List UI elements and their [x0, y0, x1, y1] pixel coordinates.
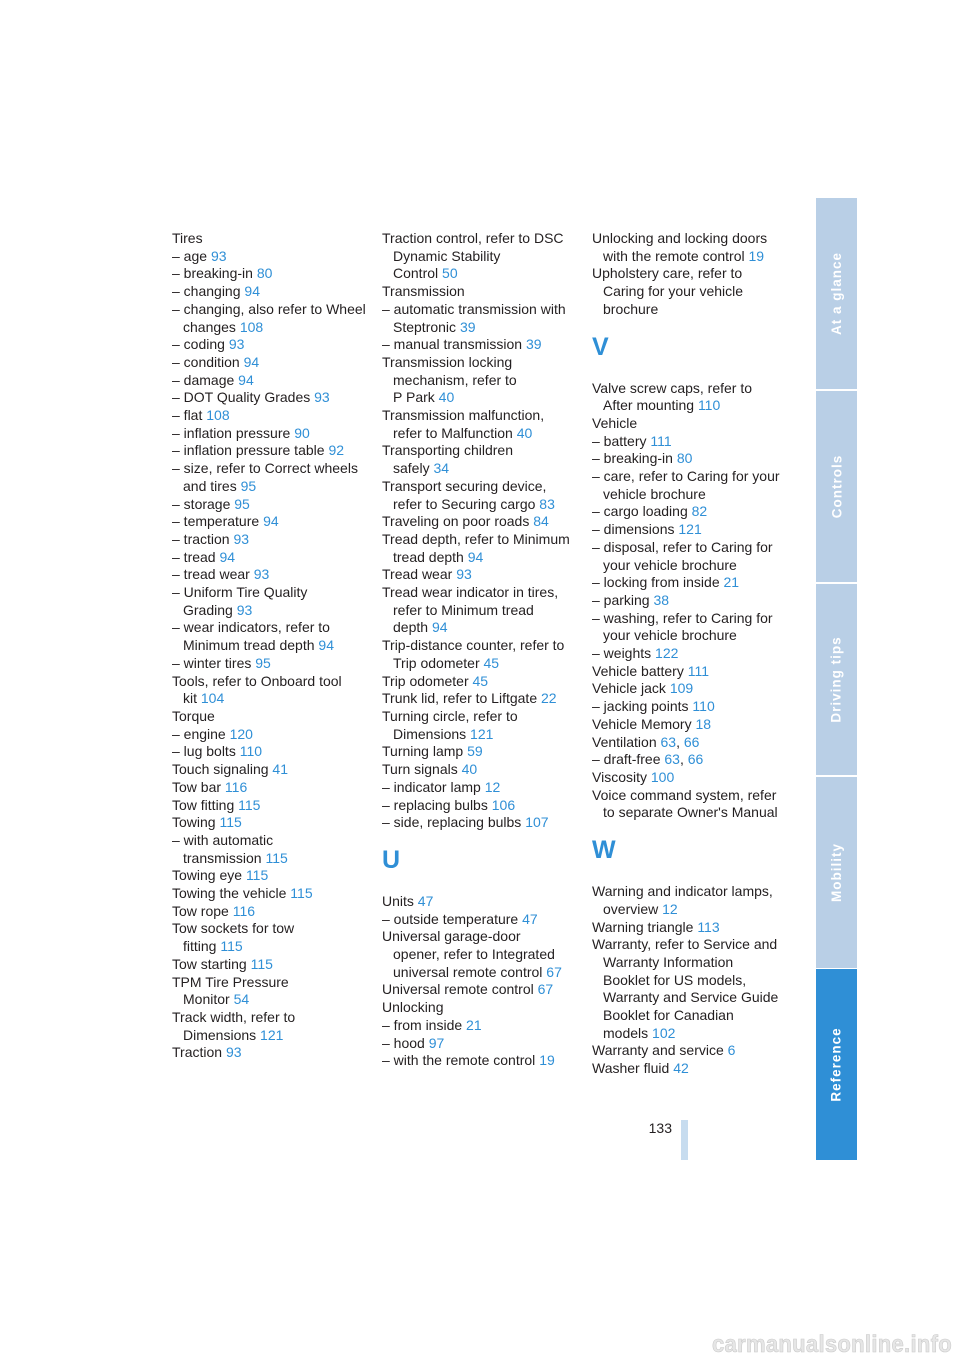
index-entry-text: – cargo loading — [592, 503, 692, 520]
page-link[interactable]: 66 — [687, 751, 704, 768]
index-entry-text: Transporting children safely — [382, 442, 513, 477]
index-entry-text: Tow starting — [172, 955, 251, 972]
index-entry-text: Towing the vehicle — [172, 885, 291, 902]
page-link[interactable]: 111 — [650, 432, 672, 449]
page-link[interactable]: 19 — [748, 247, 765, 264]
index-entry-text: – storage — [172, 495, 235, 512]
index-entry-text: Unlocking — [382, 999, 444, 1016]
page-link[interactable]: 111 — [687, 662, 710, 679]
page-link[interactable]: 122 — [655, 645, 679, 662]
page-link[interactable]: 93 — [456, 566, 472, 583]
page-link[interactable]: 93 — [225, 1044, 242, 1061]
index-entry-text: – automatic transmission with Steptronic — [382, 300, 566, 335]
page-link[interactable]: 95 — [255, 654, 271, 671]
index-entry-text: Universal garage-door opener, refer to Integrated universal remote control — [382, 928, 555, 980]
index-entry-text: – care, refer to Caring for your vehicle brochure — [592, 468, 780, 502]
page-link[interactable]: 94 — [243, 353, 260, 370]
page-link[interactable]: 121 — [260, 1026, 284, 1043]
index-entry-text: Trip-distance counter, refer to Trip odometer — [382, 637, 565, 671]
index-entry-text: – breaking-in — [172, 265, 257, 282]
index-entry-text: – traction — [172, 530, 234, 547]
index-entry-text: – age — [172, 247, 211, 264]
index-entry-text: – hood — [382, 1034, 429, 1051]
index-entry-text: – jacking points — [592, 698, 693, 715]
page-link[interactable]: 47 — [417, 892, 434, 909]
index-entry-text: Universal remote control — [382, 981, 538, 998]
page-link[interactable]: 40 — [438, 389, 455, 406]
index-entry-text: Vehicle — [592, 414, 638, 431]
index-entry-text: Tools, refer to Onboard tool kit — [172, 672, 342, 707]
index-entry-text: – changing, also refer to Wheel changes — [172, 300, 366, 335]
page-link[interactable]: 102 — [652, 1024, 676, 1041]
index-entry-text: Tow fitting — [172, 796, 239, 813]
page-link[interactable]: 45 — [483, 654, 500, 671]
page-link[interactable]: 109 — [669, 680, 694, 697]
index-entry-text: – disposal, refer to Caring for your vehicle brochure — [592, 538, 773, 573]
index-entry-text: – flat — [172, 407, 207, 424]
index-entry-text: – washing, refer to Caring for your vehicle brochure — [592, 609, 773, 644]
page-link[interactable]: 21 — [723, 574, 740, 591]
page-link[interactable]: 107 — [525, 814, 549, 831]
index-entry-text: – indicator lamp — [382, 778, 485, 795]
page-link[interactable]: 92 — [328, 442, 345, 459]
index-entry-text: – coding — [172, 336, 229, 353]
index-entry-text: – size, refer to Correct wheels and tires — [172, 460, 358, 494]
page-link[interactable]: 94 — [318, 637, 334, 654]
index-entry-text: Tread depth, refer to Minimum tread depth — [382, 530, 570, 565]
index-entry-text: – from inside — [382, 1016, 467, 1033]
index-entry-text: Touch signaling — [172, 761, 273, 778]
page-link[interactable]: 97 — [428, 1034, 445, 1051]
page-link[interactable]: 95 — [240, 477, 257, 494]
page-separator: , — [676, 733, 684, 750]
index-entry-text: – winter tires — [172, 654, 256, 671]
page-link[interactable]: 116 — [232, 902, 256, 919]
index-entry-text: – side, replacing bulbs — [382, 814, 526, 831]
page-link[interactable]: 47 — [522, 910, 538, 927]
index-entry-text: Traveling on poor roads — [382, 513, 534, 530]
page-link[interactable]: 94 — [263, 513, 279, 530]
sidebar-tab-reference[interactable]: Reference — [816, 969, 857, 1160]
index-entry-text: – inflation pressure table — [172, 442, 329, 459]
page-link[interactable]: 80 — [676, 450, 693, 467]
index-entry-text: – manual transmission — [382, 336, 526, 353]
index-entry-text: Tow sockets for tow fitting — [172, 920, 295, 955]
page-link[interactable]: 116 — [224, 778, 248, 795]
index-entry-text: – inflation pressure — [172, 424, 295, 441]
page-link[interactable]: 93 — [236, 601, 253, 618]
page-link[interactable]: 110 — [239, 743, 263, 760]
index-entry-text: Ventilation — [592, 733, 661, 750]
page-link[interactable]: 104 — [200, 690, 225, 707]
index-entry-text: – tread wear — [172, 566, 254, 583]
index-entry-text: Vehicle Memory — [592, 715, 696, 732]
page-link[interactable]: 21 — [466, 1016, 482, 1033]
page-link[interactable]: 120 — [229, 725, 253, 742]
index-entry-text: – dimensions — [592, 521, 679, 538]
index-entry-text: – changing — [172, 283, 245, 300]
index-entry-text: Turn signals — [382, 761, 462, 778]
index-entry-text: Tread wear indicator in tires, refer to Minimum tread depth — [382, 584, 559, 636]
index-entry-text: Turning lamp — [382, 743, 468, 760]
page-link[interactable]: 121 — [470, 725, 494, 742]
page-link[interactable]: 115 — [219, 814, 242, 831]
index-entry-text: – DOT Quality Grades — [172, 389, 315, 406]
index-entry-text: Warranty and service — [592, 1042, 728, 1059]
index-entry-text: – outside temperature — [382, 910, 523, 927]
page-link[interactable]: 93 — [210, 247, 227, 264]
index-entry-text: – weights — [592, 645, 656, 662]
watermark-text: carmanualsonline.info — [711, 1330, 952, 1358]
page-separator: , — [679, 751, 688, 768]
index-entry-text: Vehicle jack — [592, 680, 670, 697]
index-entry-text: Track width, refer to Dimensions — [172, 1008, 296, 1043]
page-link[interactable]: 110 — [692, 698, 715, 715]
index-entry-text: Trunk lid, refer to Liftgate — [382, 690, 541, 707]
page-link[interactable]: 93 — [253, 566, 270, 583]
index-entry-text: Washer fluid — [592, 1060, 674, 1077]
index-entry-text: Towing eye — [172, 867, 246, 884]
page-link[interactable]: 115 — [250, 955, 273, 972]
index-entry-text: Valve screw caps, refer to After mounting — [592, 379, 753, 414]
page-link[interactable]: 41 — [272, 761, 288, 778]
page-link[interactable]: 95 — [234, 495, 250, 512]
index-entry-text: – parking — [592, 591, 654, 608]
page-link[interactable]: 80 — [256, 265, 273, 282]
page-link[interactable]: 12 — [662, 900, 678, 917]
sidebar-tab-at-a-glance[interactable]: At a glance — [816, 198, 857, 389]
index-entry-text: – condition — [172, 353, 244, 370]
page-link[interactable]: 115 — [290, 885, 313, 902]
page-link[interactable]: 67 — [537, 981, 554, 998]
index-entry-text: TPM Tire Pressure Monitor — [172, 973, 289, 1008]
sidebar-tab-mobility[interactable]: Mobility — [816, 777, 857, 968]
index-entry-text: Tow bar — [172, 778, 225, 795]
page-link[interactable]: 50 — [442, 265, 458, 282]
index-entry-text: Upholstery care, refer to Caring for your vehicle brochure — [592, 265, 744, 317]
index-letter-heading: U — [382, 845, 401, 874]
page-link[interactable]: 108 — [206, 407, 230, 424]
page-link[interactable]: 110 — [697, 397, 721, 414]
page-link[interactable]: 115 — [265, 849, 288, 866]
page-link[interactable]: 93 — [228, 336, 245, 353]
index-entry-text: Warranty, refer to Service and Warranty Information Booklet for US models, Warranty and Service Guide Booklet for Canadian models — [592, 936, 779, 1041]
index-entry-text: – Uniform Tire Quality Grading — [172, 584, 308, 618]
index-entry-text: Transmission malfunction, refer to Malfunction — [382, 407, 545, 441]
page-link[interactable]: 93 — [233, 530, 250, 547]
page-number: 133 — [648, 1120, 672, 1136]
index-entry-text: Turning circle, refer to Dimensions — [382, 707, 518, 742]
page-link[interactable]: 121 — [678, 521, 702, 538]
page-link[interactable]: 6 — [727, 1042, 736, 1059]
index-entry-text: – tread — [172, 548, 220, 565]
page-link[interactable]: 93 — [314, 389, 330, 406]
index-entry-text: Transmission — [382, 283, 465, 300]
index-entry-text: Torque — [172, 707, 215, 724]
index-entry-text: – draft-free — [592, 751, 665, 768]
page-link[interactable]: 39 — [459, 318, 476, 335]
page-link[interactable]: 22 — [541, 690, 557, 707]
page-link[interactable]: 19 — [539, 1052, 555, 1069]
index-entry-text: Transport securing device, refer to Securing cargo — [382, 477, 547, 512]
index-entry-text: – with the remote control — [382, 1052, 540, 1069]
page-link[interactable]: 67 — [546, 963, 562, 980]
page-link[interactable]: 94 — [238, 371, 254, 388]
page-link[interactable]: 18 — [695, 715, 712, 732]
index-entry-text: – engine — [172, 725, 230, 742]
index-entry-text: Transmission locking mechanism, refer to P Park — [382, 353, 517, 406]
index-entry-text: – battery — [592, 432, 651, 449]
index-entry-text: Warning triangle — [592, 918, 698, 935]
index-entry-text: Units — [382, 892, 418, 909]
index-entry-text: – wear indicators, refer to Minimum tread depth — [172, 619, 330, 654]
index-entry-text: – with automatic transmission — [172, 831, 274, 866]
page-link[interactable]: 94 — [467, 548, 484, 565]
index-entry-text: Viscosity — [592, 768, 651, 785]
sidebar-tab-driving-tips[interactable]: Driving tips — [816, 584, 857, 775]
page-link[interactable]: 115 — [220, 938, 243, 955]
page-link[interactable]: 115 — [238, 796, 261, 813]
page-link[interactable]: 94 — [244, 283, 260, 300]
index-entry-text: – replacing bulbs — [382, 796, 492, 813]
page-link[interactable]: 63 — [664, 751, 680, 768]
index-entry-text: Traction — [172, 1044, 226, 1061]
index-entry-text: Unlocking and locking doors with the remote control — [592, 230, 768, 264]
index-entry-text: Towing — [172, 814, 220, 831]
page-link[interactable]: 38 — [653, 591, 670, 608]
sidebar-tab-controls[interactable]: Controls — [816, 391, 857, 582]
page-link[interactable]: 83 — [539, 495, 555, 512]
index-entry-text: Tow rope — [172, 902, 233, 919]
page-link[interactable]: 34 — [433, 460, 450, 477]
index-letter-heading: W — [592, 836, 616, 865]
index-entry-text: Voice command system, refer to separate Owner's Manual — [592, 786, 778, 821]
page-link[interactable]: 63 — [660, 733, 677, 750]
page-link[interactable]: 45 — [472, 672, 489, 689]
page-link[interactable]: 84 — [533, 513, 549, 530]
index-entry-text: Warning and indicator lamps, overview — [592, 883, 773, 917]
page-link[interactable]: 42 — [673, 1060, 689, 1077]
page-link[interactable]: 40 — [516, 424, 533, 441]
page-link[interactable]: 113 — [697, 918, 720, 935]
page-link[interactable]: 39 — [525, 336, 542, 353]
index-entry-text: Vehicle battery — [592, 662, 688, 679]
page-link[interactable]: 94 — [431, 619, 448, 636]
index-entry-text: Tires — [172, 230, 203, 246]
page-link[interactable]: 94 — [219, 548, 236, 565]
page-link[interactable]: 40 — [461, 761, 478, 778]
index-entry-text: – breaking-in — [592, 450, 677, 467]
index-entry-text: – lug bolts — [172, 743, 240, 760]
index-entry-text: – temperature — [172, 513, 264, 530]
index-entry-text: – locking from inside — [592, 574, 724, 591]
page-link[interactable]: 12 — [484, 778, 501, 795]
index-entry-text: Tread wear — [382, 566, 457, 583]
page-link[interactable]: 66 — [683, 733, 700, 750]
page-link[interactable]: 108 — [239, 318, 264, 335]
index-entry-text: Trip odometer — [382, 672, 473, 689]
page-link[interactable]: 106 — [491, 796, 516, 813]
page-link[interactable]: 100 — [650, 768, 675, 785]
page-link[interactable]: 54 — [233, 991, 250, 1008]
page-link[interactable]: 59 — [467, 743, 483, 760]
page-link[interactable]: 115 — [245, 867, 269, 884]
index-letter-heading: V — [592, 332, 609, 361]
index-entry-text: – damage — [172, 371, 239, 388]
page-link[interactable]: 90 — [294, 424, 310, 441]
index-entry-text: Traction control, refer to DSC Dynamic Stability Control — [382, 230, 564, 282]
page-link[interactable]: 82 — [691, 503, 708, 520]
